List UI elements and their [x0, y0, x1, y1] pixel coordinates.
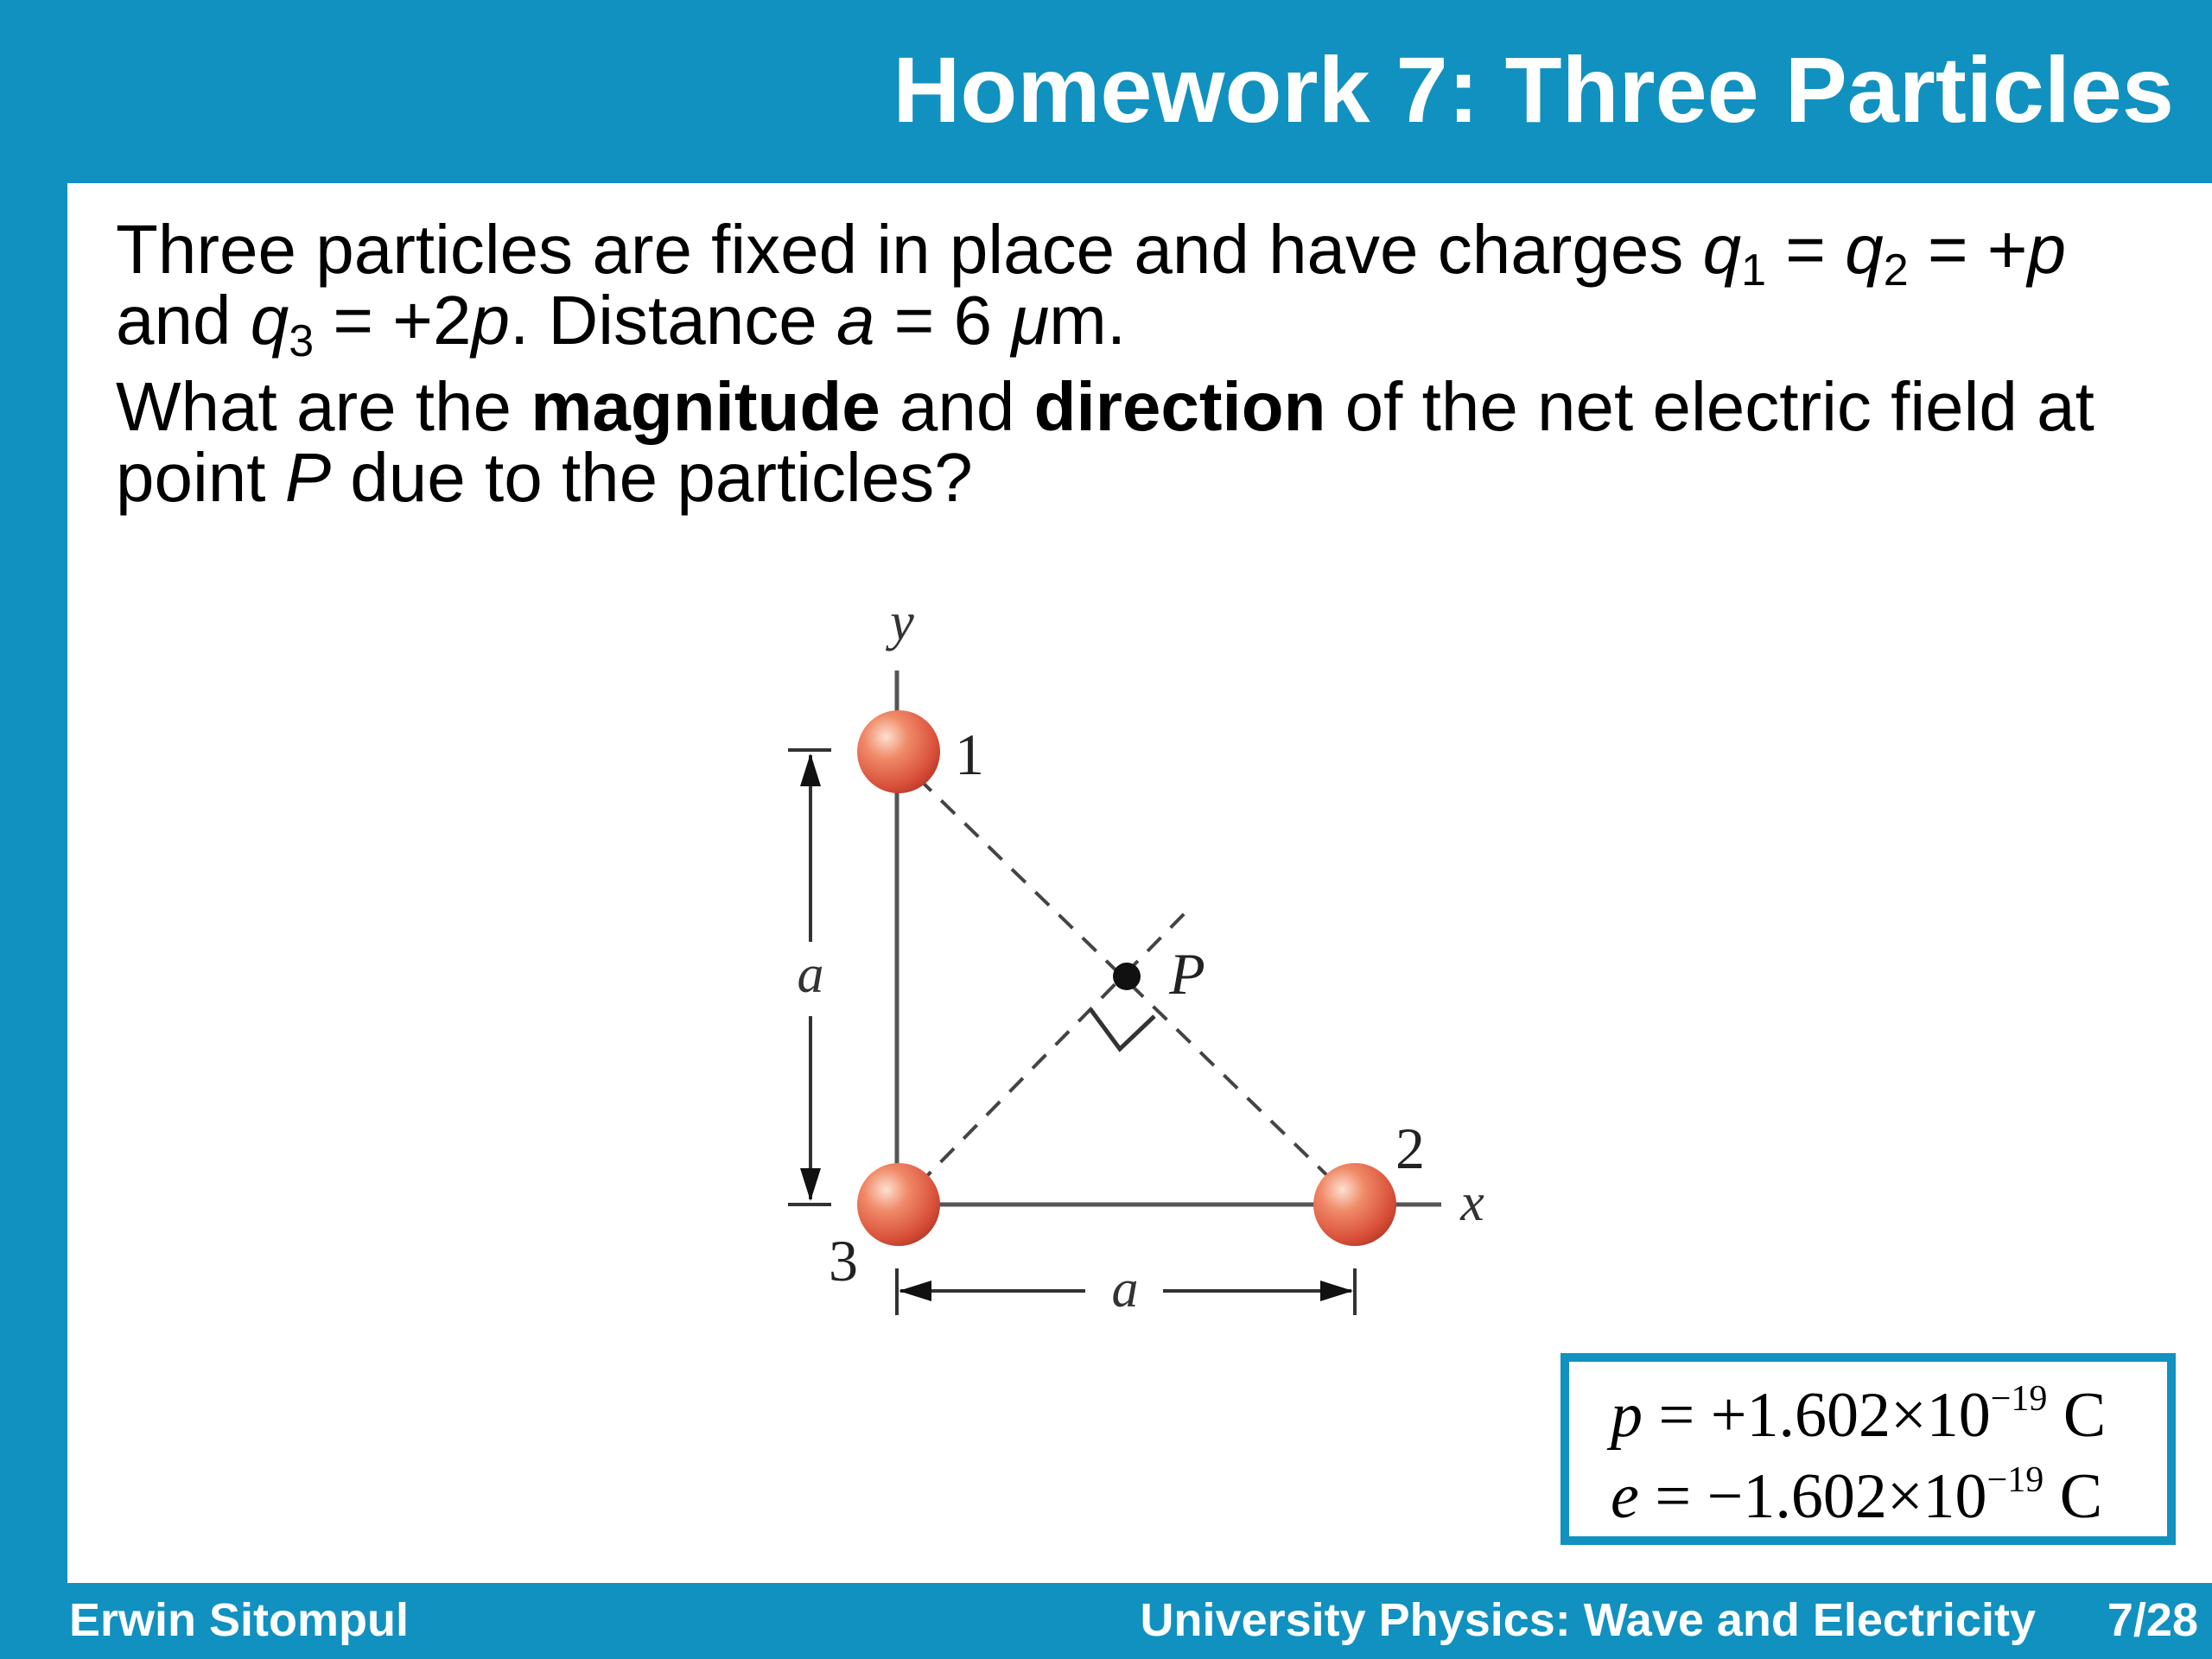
- emphasis-direction: direction: [1033, 368, 1326, 445]
- constant-value: = −1.602×10: [1638, 1461, 1987, 1532]
- unit: C: [2044, 1461, 2103, 1532]
- arrowhead-icon: [899, 1281, 931, 1301]
- constant-p: [1611, 1381, 2164, 1450]
- text-segment: . Distance: [510, 282, 836, 359]
- particle-3: [857, 1163, 940, 1246]
- subscript-2: 2: [1883, 245, 1909, 296]
- footer-author: Erwin Sitompul: [69, 1594, 410, 1646]
- emphasis-magnitude: magnitude: [531, 368, 880, 445]
- right-angle-marker: [1090, 1009, 1154, 1049]
- symbol-P: P: [284, 439, 332, 516]
- label-particle-2: 2: [1395, 1116, 1425, 1181]
- unit: C: [2047, 1380, 2107, 1451]
- footer-course: University Physics: Wave and Electricity: [1140, 1594, 2036, 1646]
- arrowhead-icon: [800, 1168, 821, 1201]
- symbol-q3: q: [250, 282, 289, 359]
- label-point-P: P: [1169, 941, 1205, 1007]
- symbol-p: p: [2027, 211, 2067, 288]
- label-x-axis: x: [1460, 1173, 1484, 1232]
- text-segment: = 6: [874, 282, 1012, 359]
- label-particle-3: 3: [829, 1228, 858, 1294]
- exponent: −19: [1990, 1379, 2048, 1419]
- symbol-a: a: [836, 282, 875, 359]
- text-segment: = +2: [314, 282, 472, 359]
- text-segment: and: [116, 282, 251, 359]
- subscript-3: 3: [289, 316, 315, 366]
- symbol-mu: μ: [1011, 282, 1050, 359]
- text-segment: due to the particles?: [331, 439, 973, 516]
- label-particle-1: 1: [955, 721, 984, 787]
- symbol-q2: q: [1845, 211, 1884, 288]
- constant-value: = +1.602×10: [1643, 1380, 1991, 1451]
- text-segment: and: [880, 368, 1034, 445]
- subscript-1: 1: [1741, 245, 1767, 296]
- slide-title: Homework 7: Three Particles: [893, 37, 2174, 142]
- symbol-p: p: [1611, 1380, 1643, 1451]
- label-distance-a-vertical: a: [797, 945, 824, 1004]
- exponent: −19: [1986, 1460, 2044, 1500]
- label-distance-a-horizontal: a: [1111, 1260, 1139, 1319]
- text-segment: =: [1766, 211, 1846, 288]
- footer-page-number: 7/28: [2107, 1594, 2198, 1646]
- text-segment: Three particles are fixed in place and have charges: [116, 211, 1703, 288]
- text-segment: of the net electric field at point: [116, 368, 2094, 516]
- label-y-axis: y: [890, 593, 914, 652]
- symbol-e: e: [1611, 1461, 1639, 1532]
- symbol-q1: q: [1702, 211, 1742, 288]
- symbol-p: p: [471, 282, 511, 359]
- constants-box: [1560, 1353, 2176, 1545]
- constant-e: [1611, 1462, 2164, 1531]
- text-segment: What are the: [116, 368, 531, 445]
- particle-1: [857, 710, 940, 793]
- point-P-dot: [1113, 963, 1141, 990]
- particle-2: [1313, 1163, 1396, 1246]
- dashed-line-3-P: [918, 912, 1185, 1185]
- slide-footer: [0, 1583, 2212, 1659]
- text-segment: m.: [1049, 282, 1127, 359]
- text-segment: = +: [1908, 211, 2028, 288]
- arrowhead-icon: [1320, 1281, 1353, 1301]
- arrowhead-icon: [800, 753, 821, 786]
